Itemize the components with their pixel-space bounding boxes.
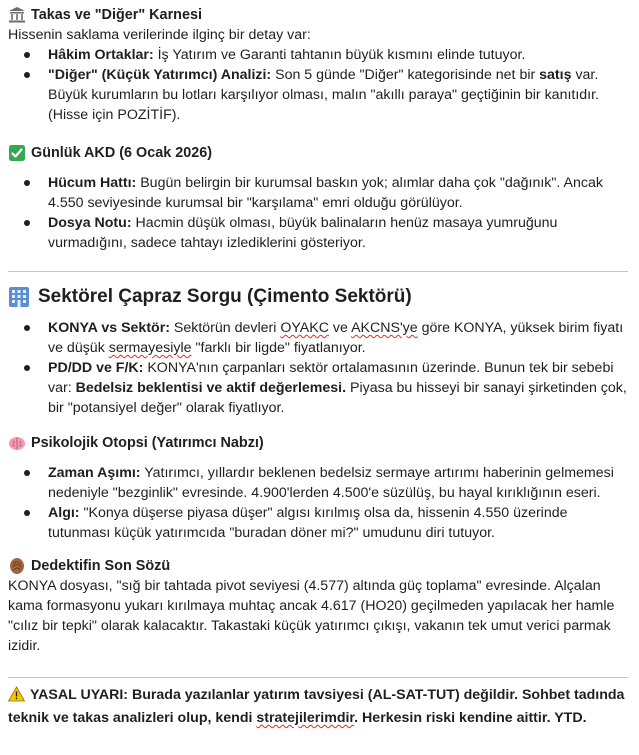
warning-text-part: YASAL UYARI: Burada yazılanlar yatırım tavsiyesi (AL-SAT-TUT) değildir. Sohbet tadında teknik ve takas analizleri olup, kendi xyxy=(8,687,625,726)
psiko-list xyxy=(8,463,632,543)
psiko-title: Psikolojik Otopsi (Yatırımcı Nabzı) xyxy=(31,435,264,451)
list-item xyxy=(8,45,632,65)
list-item xyxy=(8,358,632,418)
item-emphasis: satış xyxy=(539,67,572,83)
divider xyxy=(8,271,628,272)
item-text: Piyasa bu hisseyi bir sanayi şirketinden çok, bir "potansiyel değer" olarak fiyatlıyor. xyxy=(48,380,627,416)
item-text: KONYA'nın çarpanları sektör ortalamasının üzerinde. Bunun tek bir sebebi var: xyxy=(48,360,614,396)
sektor-title: Sektörel Çapraz Sorgu (Çimento Sektörü) xyxy=(38,286,412,307)
item-text: Hacmin düşük olması, büyük balinaların henüz masaya yumruğunu vurmadığını, sadece tahtayı izlediklerini gösteriyor. xyxy=(48,215,558,251)
akd-list xyxy=(8,173,632,253)
brain-icon xyxy=(8,434,26,452)
item-label: Hücum Hattı: xyxy=(48,175,137,191)
item-text: göre KONYA, yüksek birim fiyatı ve düşük xyxy=(48,320,624,356)
psiko-section xyxy=(8,433,632,543)
office-building-icon xyxy=(8,286,30,308)
item-label: Algı: xyxy=(48,505,80,521)
item-label: PD/DD ve F/K: xyxy=(48,360,144,376)
list-item xyxy=(8,463,632,503)
check-icon xyxy=(8,144,26,162)
takas-section xyxy=(8,5,632,125)
item-label: KONYA vs Sektör: xyxy=(48,320,170,336)
item-label: Zaman Aşımı: xyxy=(48,465,141,481)
warning-text xyxy=(8,685,632,728)
item-emphasis: Bedelsiz beklentisi ve aktif değerlemesi. xyxy=(75,380,347,396)
item-text: ve xyxy=(328,320,352,336)
legal-warning xyxy=(8,685,632,728)
divider xyxy=(8,677,628,678)
sektor-section xyxy=(8,284,632,418)
item-label: Dosya Notu: xyxy=(48,215,132,231)
sektor-heading xyxy=(8,284,632,310)
ticker-akcns: AKCNS'ye xyxy=(351,320,418,336)
item-text: Sektörün devleri xyxy=(169,320,281,336)
takas-heading xyxy=(8,5,632,25)
item-label: "Diğer" (Küçük Yatırımcı) Analizi: xyxy=(48,67,272,83)
akd-title: Günlük AKD (6 Ocak 2026) xyxy=(31,145,213,161)
item-label: Hâkim Ortaklar: xyxy=(48,47,154,63)
list-item xyxy=(8,503,632,543)
list-item xyxy=(8,318,632,358)
warning-text-part: . Herkesin riski kendine aittir. YTD. xyxy=(354,710,587,726)
item-text: Yatırımcı, yıllardır beklenen bedelsiz sermaye artırımı haberinin gelmemesi nedeniyle "bezginlik" evresinde. 4.900'lerden 4.500'e süzülüş, bu hayal kırıklığının eseri. xyxy=(48,465,614,501)
takas-intro: Hissenin saklama verilerinde ilginç bir detay var: xyxy=(8,27,311,43)
dedektif-section xyxy=(8,556,632,656)
bank-icon xyxy=(8,6,26,24)
list-item xyxy=(8,173,632,213)
misspelled-word: stratejilerimdir xyxy=(256,710,355,726)
dedektif-heading xyxy=(8,556,632,576)
akd-section xyxy=(8,143,632,253)
item-text: Bugün belirgin bir kurumsal baskın yok; alımlar daha çok "dağınık". Ancak 4.550 seviyesinde kurumsal bir "karşılama" emri olduğu görülüyor. xyxy=(48,175,603,211)
fingerprint-icon xyxy=(8,557,26,575)
item-text: "farklı bir ligde" fiyatlanıyor. xyxy=(191,340,366,356)
dedektif-text: KONYA dosyası, "sığ bir tahtada pivot seviyesi (4.577) altında güç toplama" evresinde. Alçalan kama formasyonu yukarı kırılmaya muhtaç ancak 4.617 (HO20) geçilmeden yapılacak her hamle "cılız bir tepki" olarak kalacaktır. Takastaki küçük yatırımcı çıkışı, vakanın tek umut verici parmak izidir. xyxy=(8,578,615,654)
item-text: var. Büyük kurumların bu lotları karşılıyor olması, malın "akıllı paraya" geçtiğinin bir kanıtıdır. (Hisse için POZİTİF). xyxy=(48,67,599,123)
item-text: Son 5 günde "Diğer" kategorisinde net bir xyxy=(271,67,540,83)
akd-heading xyxy=(8,143,632,163)
list-item xyxy=(8,213,632,253)
sektor-list xyxy=(8,318,632,418)
takas-list xyxy=(8,45,632,125)
item-text: İş Yatırım ve Garanti tahtanın büyük kısmını elinde tutuyor. xyxy=(153,47,526,63)
list-item xyxy=(8,65,632,125)
takas-title: Takas ve "Diğer" Karnesi xyxy=(31,7,202,23)
ticker-oyakc: OYAKC xyxy=(280,320,329,336)
item-text: "Konya düşerse piyasa düşer" algısı kırılmış olsa da, hissenin 4.550 üzerinde tutunması küçük yatırımcıda "buradan döner mi?" umudunu diri tutuyor. xyxy=(48,505,568,541)
psiko-heading xyxy=(8,433,632,453)
warning-icon xyxy=(8,686,25,708)
dedektif-title: Dedektifin Son Sözü xyxy=(31,558,171,574)
misspelled-word: sermayesiyle xyxy=(108,340,192,356)
